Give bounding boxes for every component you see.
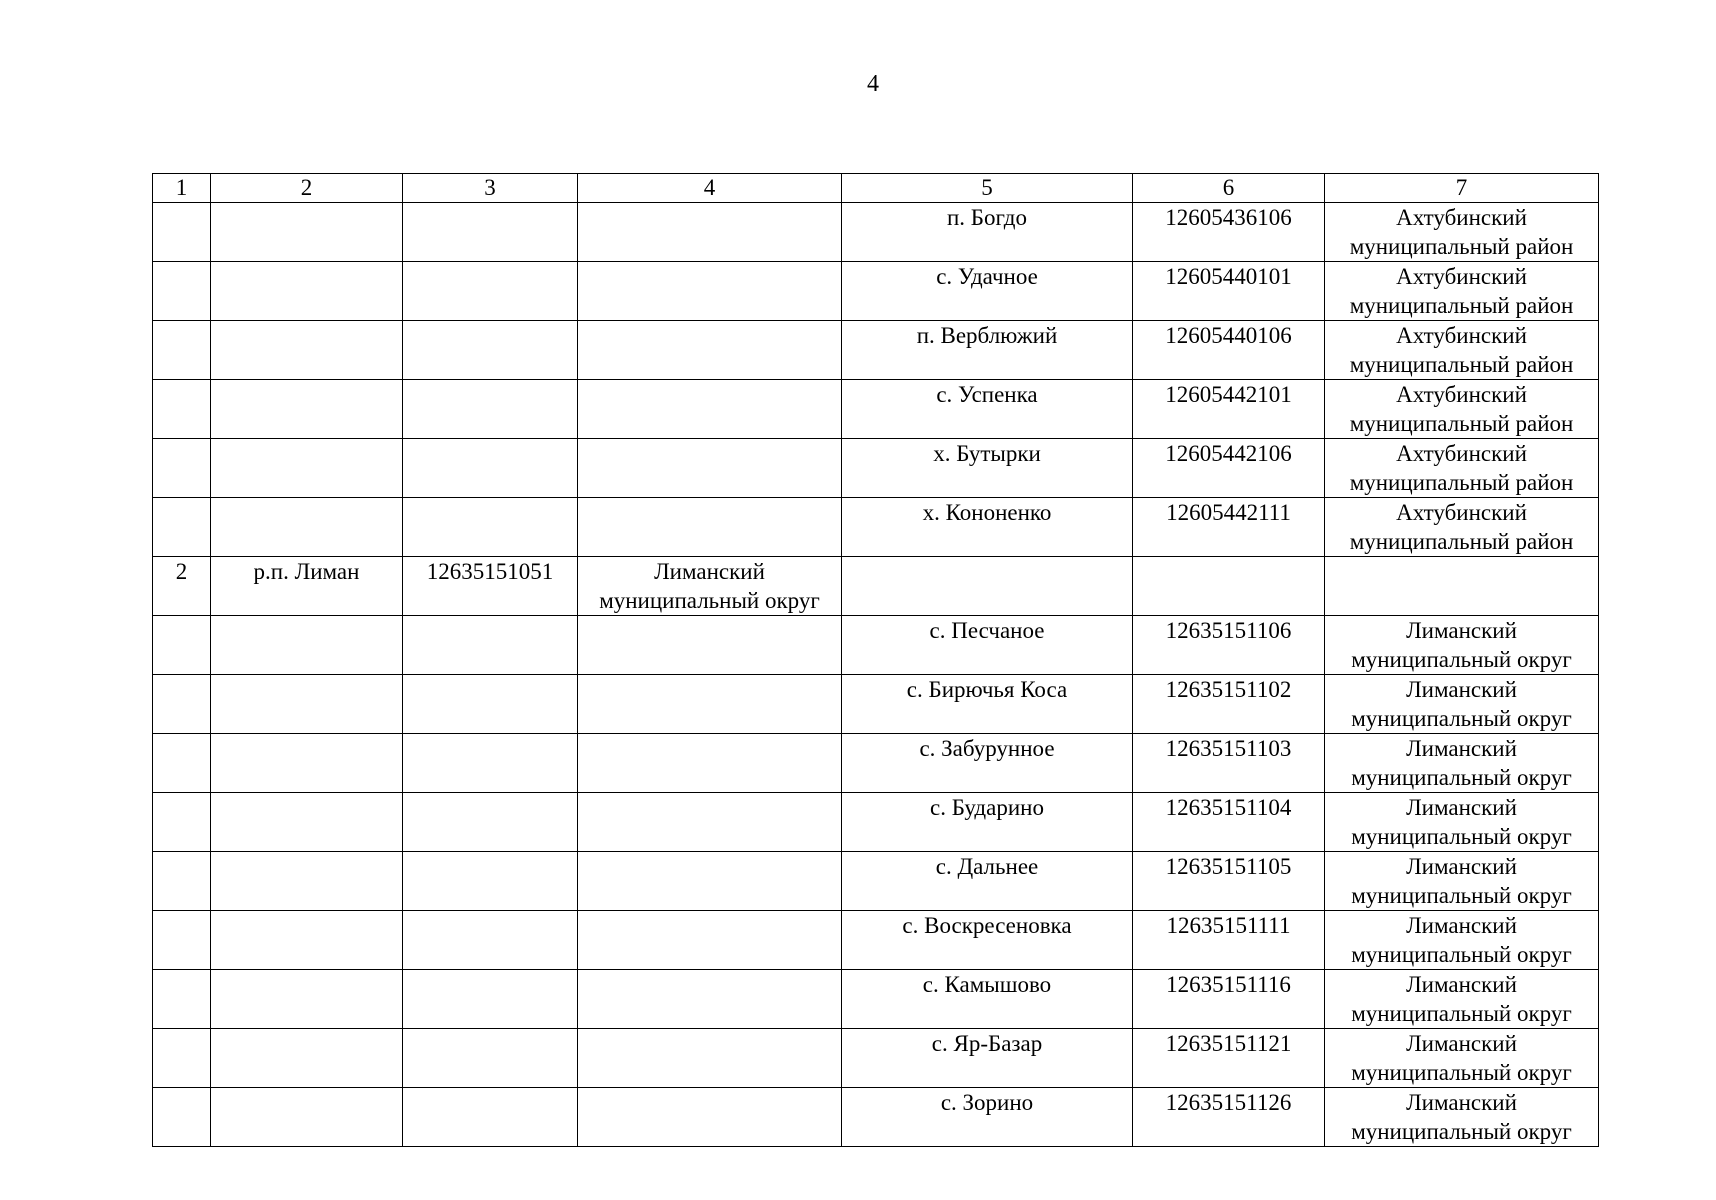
district-cell: Ахтубинский муниципальный район <box>1325 498 1599 557</box>
table-row <box>153 1088 1599 1147</box>
district-cell: Лиманский муниципальный округ <box>1325 970 1599 1029</box>
district-cell: Лиманский муниципальный округ <box>1325 734 1599 793</box>
center-code-cell <box>403 498 578 557</box>
settlement-cell: х. Бутырки <box>842 439 1133 498</box>
table-row <box>153 321 1599 380</box>
table-row <box>153 557 1599 616</box>
settlement-center-cell <box>211 911 403 970</box>
column-header-5: 5 <box>842 174 1133 203</box>
table-row <box>153 852 1599 911</box>
table-row <box>153 970 1599 1029</box>
row-number-cell <box>153 616 211 675</box>
settlement-center-cell <box>211 439 403 498</box>
settlement-center-cell <box>211 498 403 557</box>
table-row <box>153 203 1599 262</box>
settlement-cell: с. Успенка <box>842 380 1133 439</box>
settlement-cell: с. Бударино <box>842 793 1133 852</box>
center-code-cell <box>403 911 578 970</box>
settlement-code-cell: 12605440106 <box>1133 321 1325 380</box>
center-code-cell <box>403 793 578 852</box>
district-cell: Ахтубинский муниципальный район <box>1325 321 1599 380</box>
table-header <box>153 174 1599 203</box>
district-cell <box>1325 557 1599 616</box>
settlement-cell: с. Яр-Базар <box>842 1029 1133 1088</box>
municipality-cell: Лиманский муниципальный округ <box>578 557 842 616</box>
settlement-center-cell <box>211 675 403 734</box>
table-row <box>153 616 1599 675</box>
settlement-code-cell: 12635151104 <box>1133 793 1325 852</box>
row-number-cell: 2 <box>153 557 211 616</box>
settlement-cell: п. Верблюжий <box>842 321 1133 380</box>
settlement-cell <box>842 557 1133 616</box>
municipality-cell <box>578 970 842 1029</box>
column-header-3: 3 <box>403 174 578 203</box>
center-code-cell <box>403 380 578 439</box>
column-header-4: 4 <box>578 174 842 203</box>
settlement-code-cell: 12635151111 <box>1133 911 1325 970</box>
settlement-code-cell: 12635151103 <box>1133 734 1325 793</box>
settlement-cell: с. Зорино <box>842 1088 1133 1147</box>
municipality-cell <box>578 793 842 852</box>
settlement-code-cell: 12635151116 <box>1133 970 1325 1029</box>
row-number-cell <box>153 970 211 1029</box>
table-row <box>153 1029 1599 1088</box>
settlement-code-cell: 12635151102 <box>1133 675 1325 734</box>
row-number-cell <box>153 262 211 321</box>
row-number-cell <box>153 1088 211 1147</box>
settlement-center-cell <box>211 203 403 262</box>
settlement-cell: с. Камышово <box>842 970 1133 1029</box>
district-cell: Лиманский муниципальный округ <box>1325 1088 1599 1147</box>
center-code-cell <box>403 321 578 380</box>
municipality-cell <box>578 439 842 498</box>
center-code-cell <box>403 852 578 911</box>
settlement-code-cell: 12605442111 <box>1133 498 1325 557</box>
center-code-cell <box>403 439 578 498</box>
settlement-cell: п. Богдо <box>842 203 1133 262</box>
municipality-cell <box>578 498 842 557</box>
row-number-cell <box>153 203 211 262</box>
row-number-cell <box>153 793 211 852</box>
municipality-cell <box>578 675 842 734</box>
settlement-code-cell: 12605442101 <box>1133 380 1325 439</box>
table-row <box>153 262 1599 321</box>
row-number-cell <box>153 675 211 734</box>
settlement-code-cell: 12635151126 <box>1133 1088 1325 1147</box>
row-number-cell <box>153 1029 211 1088</box>
settlement-center-cell <box>211 616 403 675</box>
table-row <box>153 793 1599 852</box>
center-code-cell <box>403 970 578 1029</box>
municipality-cell <box>578 262 842 321</box>
column-header-1: 1 <box>153 174 211 203</box>
settlement-cell: с. Бирючья Коса <box>842 675 1133 734</box>
row-number-cell <box>153 321 211 380</box>
column-header-6: 6 <box>1133 174 1325 203</box>
municipality-cell <box>578 1088 842 1147</box>
settlement-cell: с. Забурунное <box>842 734 1133 793</box>
district-cell: Лиманский муниципальный округ <box>1325 675 1599 734</box>
municipality-cell <box>578 1029 842 1088</box>
column-header-2: 2 <box>211 174 403 203</box>
district-cell: Ахтубинский муниципальный район <box>1325 380 1599 439</box>
center-code-cell <box>403 734 578 793</box>
settlement-cell: х. Кононенко <box>842 498 1133 557</box>
settlement-center-cell <box>211 793 403 852</box>
municipality-cell <box>578 321 842 380</box>
table-body <box>153 203 1599 1147</box>
district-cell: Лиманский муниципальный округ <box>1325 911 1599 970</box>
column-header-7: 7 <box>1325 174 1599 203</box>
header-row <box>153 174 1599 203</box>
settlement-center-cell: р.п. Лиман <box>211 557 403 616</box>
settlement-center-cell <box>211 852 403 911</box>
district-cell: Лиманский муниципальный округ <box>1325 793 1599 852</box>
municipality-cell <box>578 911 842 970</box>
settlement-center-cell <box>211 321 403 380</box>
settlement-cell: с. Удачное <box>842 262 1133 321</box>
settlement-cell: с. Песчаное <box>842 616 1133 675</box>
settlement-center-cell <box>211 1088 403 1147</box>
table-row <box>153 380 1599 439</box>
row-number-cell <box>153 498 211 557</box>
district-cell: Ахтубинский муниципальный район <box>1325 203 1599 262</box>
municipality-cell <box>578 852 842 911</box>
table-row <box>153 675 1599 734</box>
row-number-cell <box>153 380 211 439</box>
center-code-cell <box>403 1029 578 1088</box>
municipality-cell <box>578 616 842 675</box>
center-code-cell <box>403 203 578 262</box>
settlement-code-cell: 12635151105 <box>1133 852 1325 911</box>
district-cell: Ахтубинский муниципальный район <box>1325 439 1599 498</box>
settlement-center-cell <box>211 1029 403 1088</box>
settlement-cell: с. Дальнее <box>842 852 1133 911</box>
settlement-code-cell: 12635151106 <box>1133 616 1325 675</box>
settlement-center-cell <box>211 262 403 321</box>
settlement-code-cell: 12605440101 <box>1133 262 1325 321</box>
district-cell: Лиманский муниципальный округ <box>1325 1029 1599 1088</box>
settlement-code-cell <box>1133 557 1325 616</box>
row-number-cell <box>153 852 211 911</box>
center-code-cell <box>403 616 578 675</box>
row-number-cell <box>153 734 211 793</box>
settlement-center-cell <box>211 380 403 439</box>
row-number-cell <box>153 911 211 970</box>
settlement-center-cell <box>211 734 403 793</box>
district-cell: Лиманский муниципальный округ <box>1325 616 1599 675</box>
district-cell: Ахтубинский муниципальный район <box>1325 262 1599 321</box>
center-code-cell <box>403 675 578 734</box>
table-row <box>153 911 1599 970</box>
settlement-center-cell <box>211 970 403 1029</box>
page-number: 4 <box>867 71 879 97</box>
center-code-cell: 12635151051 <box>403 557 578 616</box>
municipality-cell <box>578 203 842 262</box>
municipality-cell <box>578 734 842 793</box>
settlements-table <box>152 173 1599 1147</box>
table-row <box>153 498 1599 557</box>
settlement-code-cell: 12635151121 <box>1133 1029 1325 1088</box>
settlement-code-cell: 12605436106 <box>1133 203 1325 262</box>
center-code-cell <box>403 262 578 321</box>
table-row <box>153 734 1599 793</box>
settlement-cell: с. Воскресеновка <box>842 911 1133 970</box>
district-cell: Лиманский муниципальный округ <box>1325 852 1599 911</box>
municipality-cell <box>578 380 842 439</box>
settlement-code-cell: 12605442106 <box>1133 439 1325 498</box>
table-row <box>153 439 1599 498</box>
center-code-cell <box>403 1088 578 1147</box>
row-number-cell <box>153 439 211 498</box>
